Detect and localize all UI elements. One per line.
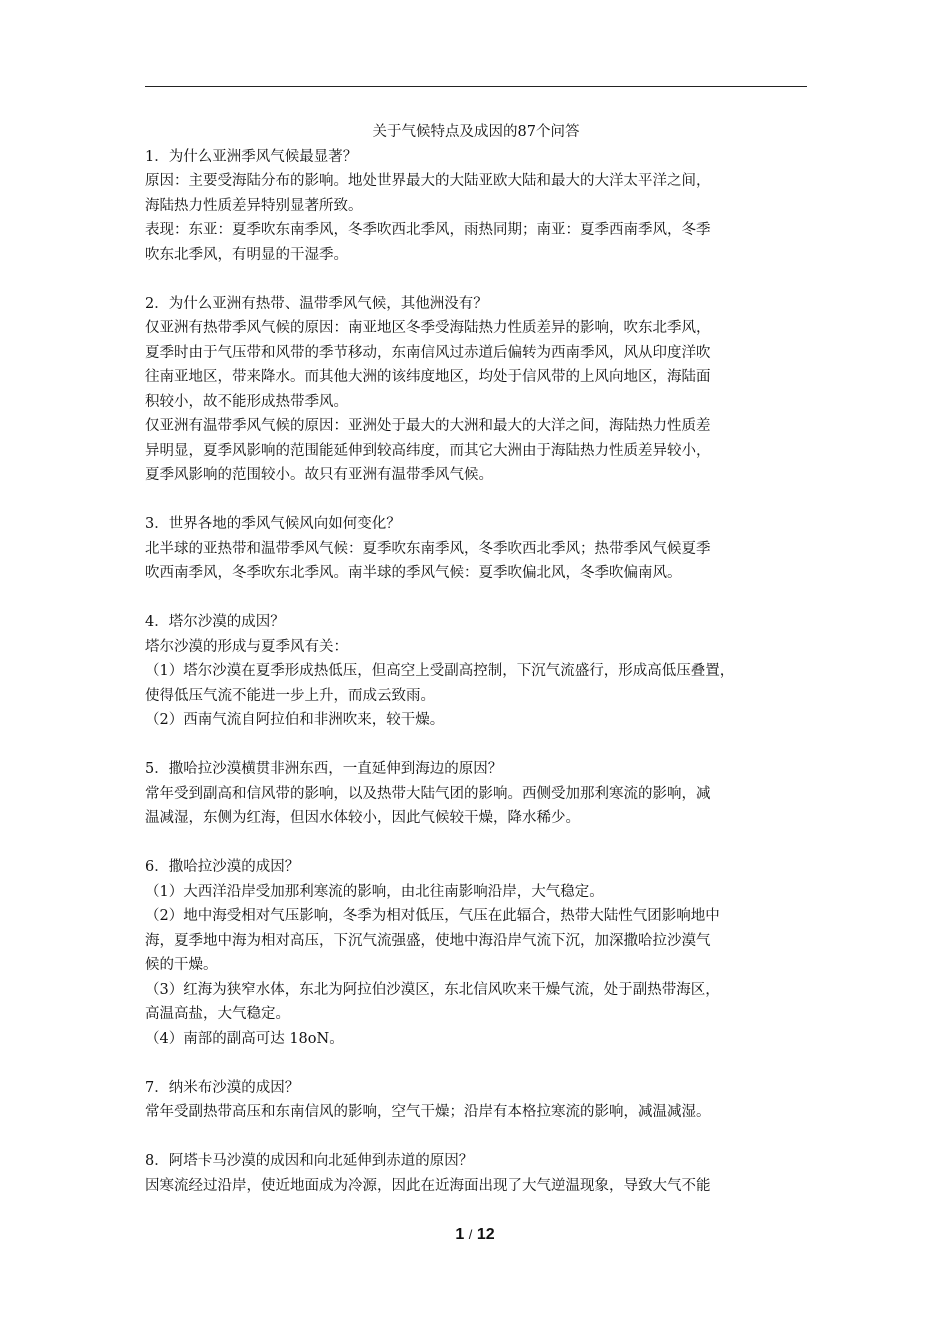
- answer-line: 北半球的亚热带和温带季风气候：夏季吹东南季风，冬季吹西北季风；热带季风气候夏季: [145, 540, 711, 557]
- document-title: 关于气候特点及成因的87个问答: [372, 124, 580, 140]
- answer-line: 往南亚地区，带来降水。而其他大洲的该纬度地区，均处于信风带的上风向地区，海陆面: [145, 369, 711, 385]
- question-heading: 1．为什么亚洲季风气候最显著？: [145, 148, 358, 165]
- question-heading: 4．塔尔沙漠的成因？: [145, 614, 285, 630]
- answer-line: 温减湿，东侧为红海，但因水体较小，因此气候较干燥，降水稀少。: [145, 810, 580, 826]
- qa-section: [145, 512, 815, 586]
- question-heading: 5．撒哈拉沙漠横贯非洲东西，一直延伸到海边的原因？: [145, 761, 503, 777]
- answer-line: （2）地中海受相对气压影响，冬季为相对低压，气压在此辐合，热带大陆性气团影响地中: [145, 908, 720, 924]
- answer-line: 表现：东亚：夏季吹东南季风，冬季吹西北季风，雨热同期；南亚：夏季西南季风，冬季: [145, 222, 711, 238]
- qa-section: [145, 292, 815, 488]
- question-heading: 2．为什么亚洲有热带、温带季风气候，其他洲没有？: [145, 295, 488, 312]
- question-heading: 7．纳米布沙漠的成因？: [145, 1079, 300, 1096]
- question-heading: 3．世界各地的季风气候风向如何变化？: [145, 516, 401, 532]
- answer-line: 仅亚洲有热带季风气候的原因：南亚地区冬季受海陆热力性质差异的影响，吹东北季风，: [145, 320, 711, 336]
- answer-line: 海陆热力性质差异特别显著所致。: [145, 197, 363, 214]
- answer-line: 候的干燥。: [145, 957, 218, 973]
- answer-line: 高温高盐，大气稳定。: [145, 1006, 290, 1022]
- page-footer: [0, 1226, 950, 1244]
- answer-line: 吹西南季风，冬季吹东北季风。南半球的季风气候：夏季吹偏北风，冬季吹偏南风。: [145, 565, 682, 581]
- answer-line: 使得低压气流不能进一步上升，而成云致雨。: [145, 687, 435, 704]
- answer-line: 常年受副热带高压和东南信风的影响，空气干燥；沿岸有本格拉寒流的影响，减温减湿。: [145, 1104, 711, 1120]
- answer-line: （1）塔尔沙漠在夏季形成热低压，但高空上受副高控制，下沉气流盛行，形成高低压叠置，: [145, 663, 735, 679]
- answer-line: 仅亚洲有温带季风气候的原因：亚洲处于最大的大洲和最大的大洋之间，海陆热力性质差: [145, 418, 711, 434]
- answer-line: 夏季时由于气压带和风带的季节移动，东南信风过赤道后偏转为西南季风，风从印度洋吹: [145, 344, 711, 361]
- answer-line: 吹东北季风，有明显的干湿季。: [145, 246, 348, 263]
- qa-section: [145, 855, 815, 1051]
- qa-section: [145, 757, 815, 831]
- qa-section: [145, 145, 815, 268]
- answer-line: 原因：主要受海陆分布的影响。地处世界最大的大陆亚欧大陆和最大的大洋太平洋之间，: [145, 173, 711, 189]
- qa-section: [145, 1149, 815, 1198]
- header-rule: [145, 86, 807, 87]
- answer-line: 常年受到副高和信风带的影响，以及热带大陆气团的影响。西侧受加那利寒流的影响，减: [145, 785, 711, 802]
- answer-line: 异明显，夏季风影响的范围能延伸到较高纬度，而其它大洲由于海陆热力性质差异较小，: [145, 442, 711, 459]
- answer-line: 因寒流经过沿岸，使近地面成为冷源，因此在近海面出现了大气逆温现象，导致大气不能: [145, 1177, 711, 1194]
- page-current: 1: [455, 1226, 465, 1243]
- qa-section: [145, 1076, 815, 1125]
- answer-line: 夏季风影响的范围较小。故只有亚洲有温带季风气候。: [145, 467, 493, 483]
- answer-line: （1）大西洋沿岸受加那利寒流的影响，由北往南影响沿岸，大气稳定。: [145, 883, 604, 900]
- question-heading: 6．撒哈拉沙漠的成因？: [145, 859, 300, 875]
- answer-line: （3）红海为狭窄水体，东北为阿拉伯沙漠区，东北信风吹来干燥气流，处于副热带海区，: [145, 981, 720, 998]
- qa-sections: [145, 145, 815, 1199]
- document-body: [145, 120, 815, 1223]
- page-separator: /: [468, 1227, 473, 1242]
- question-heading: 8．阿塔卡马沙漠的成因和向北延伸到赤道的原因？: [145, 1153, 474, 1169]
- answer-line: 塔尔沙漠的形成与夏季风有关：: [145, 638, 348, 655]
- answer-line: （2）西南气流自阿拉伯和非洲吹来，较干燥。: [145, 712, 445, 728]
- answer-line: 积较小，故不能形成热带季风。: [145, 393, 348, 410]
- answer-line: （4）南部的副高可达 18oN。: [145, 1030, 344, 1047]
- qa-section: [145, 610, 815, 733]
- answer-line: 海，夏季地中海为相对高压，下沉气流强盛，使地中海沿岸气流下沉，加深撒哈拉沙漠气: [145, 932, 711, 949]
- page-total: 12: [476, 1226, 495, 1243]
